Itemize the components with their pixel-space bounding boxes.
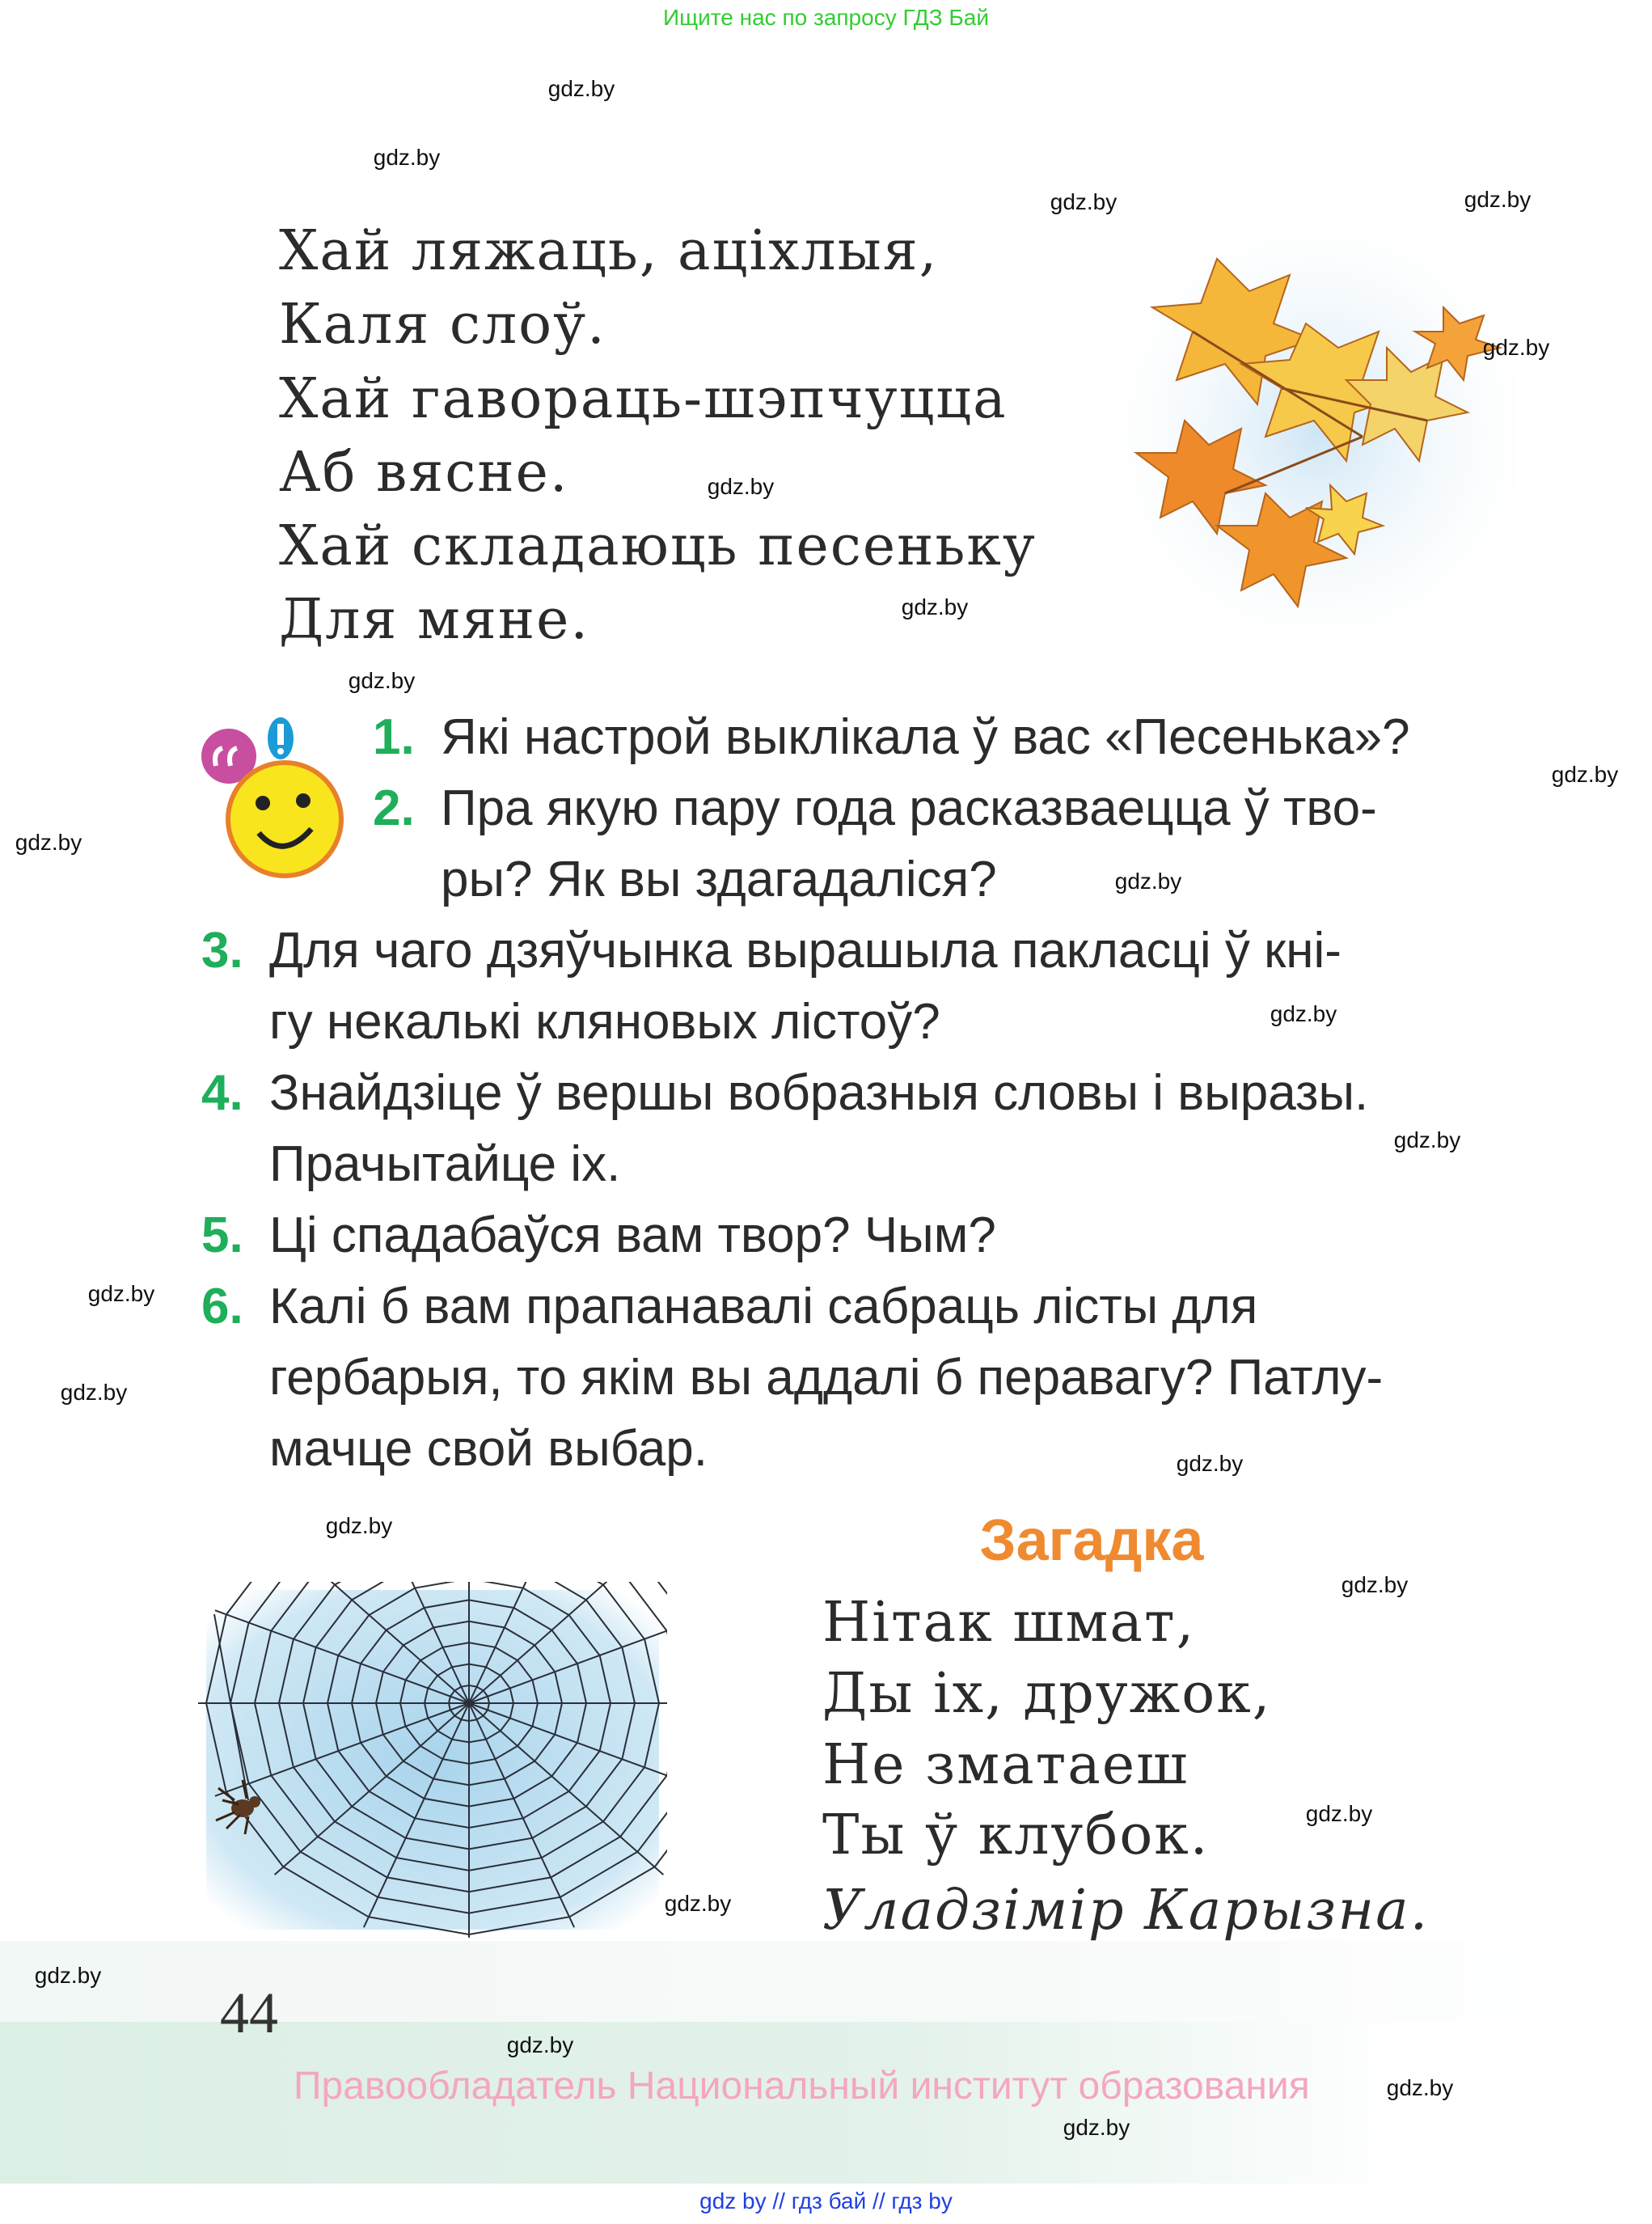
question-text: ры? Як вы здагадаліся? [441,852,997,907]
bottom-links[interactable]: gdz by // гдз бай // гдз by [699,2188,953,2213]
watermark: gdz.by [901,594,969,619]
question-text: Пра якую пару года расказваецца ў тво- [441,780,1377,836]
watermark: gdz.by [34,1963,102,1988]
riddle-line: Не зматаеш [822,1733,1189,1797]
watermark: gdz.by [373,145,441,170]
page-number: 44 [220,1981,278,2045]
copyright-notice: Правообладатель Национальный институт образования [294,2065,1310,2108]
watermark: gdz.by [1482,335,1550,360]
question-text: Які настрой выклікала ў вас «Песенька»? [441,709,1410,765]
question-text: гу некалькі кляновых лістоў? [269,994,940,1050]
riddle-line: Ды іх, дружок, [822,1662,1272,1726]
smiley-question-icon [198,716,352,882]
poem-line: Каля слоў. [279,293,606,357]
question-number: 6. [201,1279,243,1334]
question-number: 3. [201,923,243,979]
riddle-line: Нітак шмат, [822,1591,1196,1655]
watermark: gdz.by [1386,2075,1454,2100]
poem-line: Аб вясне. [279,441,569,505]
watermark: gdz.by [1050,189,1118,214]
watermark: gdz.by [1464,187,1532,212]
watermark: gdz.by [664,1891,732,1916]
question-text: гербарыя, то якім вы аддалі б перавагу? Патлу- [269,1350,1384,1406]
watermark: gdz.by [325,1513,393,1538]
poem-line: Для мяне. [279,588,589,652]
watermark: gdz.by [87,1281,155,1306]
watermark: gdz.by [15,830,82,855]
watermark: gdz.by [547,76,615,101]
watermark: gdz.by [1114,869,1182,894]
question-number: 5. [201,1207,243,1263]
watermark: gdz.by [506,2032,574,2057]
question-5 [201,1200,996,1271]
watermark: gdz.by [1305,1801,1373,1826]
question-text: Калі б вам прапанавалі сабраць лісты для [269,1279,1258,1334]
riddle-line: Ты ў клубок. [822,1803,1210,1867]
maple-leaves-illustration [1120,226,1516,639]
poem-line: Хай складаюць песеньку [279,514,1037,578]
riddle-title: Загадка [979,1508,1204,1573]
poem-line: Хай гавораць-шэпчуцца [279,367,1008,431]
watermark: gdz.by [707,474,775,499]
search-note: Ищите нас по запросу ГДЗ Бай [662,5,990,30]
watermark: gdz.by [1270,1001,1337,1026]
watermark: gdz.by [1176,1451,1244,1476]
question-text: Знайдзіце ў вершы вобразныя словы і выразы. [269,1065,1369,1121]
question-number: 1. [373,709,415,765]
question-4 [201,1058,1369,1192]
riddle-author: Уладзімір Карызна. [822,1879,1430,1943]
watermark: gdz.by [1393,1127,1461,1152]
watermark: gdz.by [1063,2115,1130,2140]
poem-line: Хай ляжаць, аціхлыя, [279,219,939,283]
watermark: gdz.by [1341,1572,1409,1597]
question-1 [373,702,1410,773]
watermark: gdz.by [1551,762,1619,787]
spider-web-illustration [198,1582,667,1938]
question-number: 2. [373,780,415,836]
watermark: gdz.by [60,1380,128,1405]
question-text: Ці спадабаўся вам твор? Чым? [269,1207,996,1263]
watermark: gdz.by [348,668,416,693]
question-text: мачце свой выбар. [269,1421,708,1477]
question-text: Для чаго дзяўчынка вырашыла пакласці ў кні- [269,923,1341,979]
question-text: Прачытайце іх. [269,1136,621,1192]
question-number: 4. [201,1065,243,1121]
